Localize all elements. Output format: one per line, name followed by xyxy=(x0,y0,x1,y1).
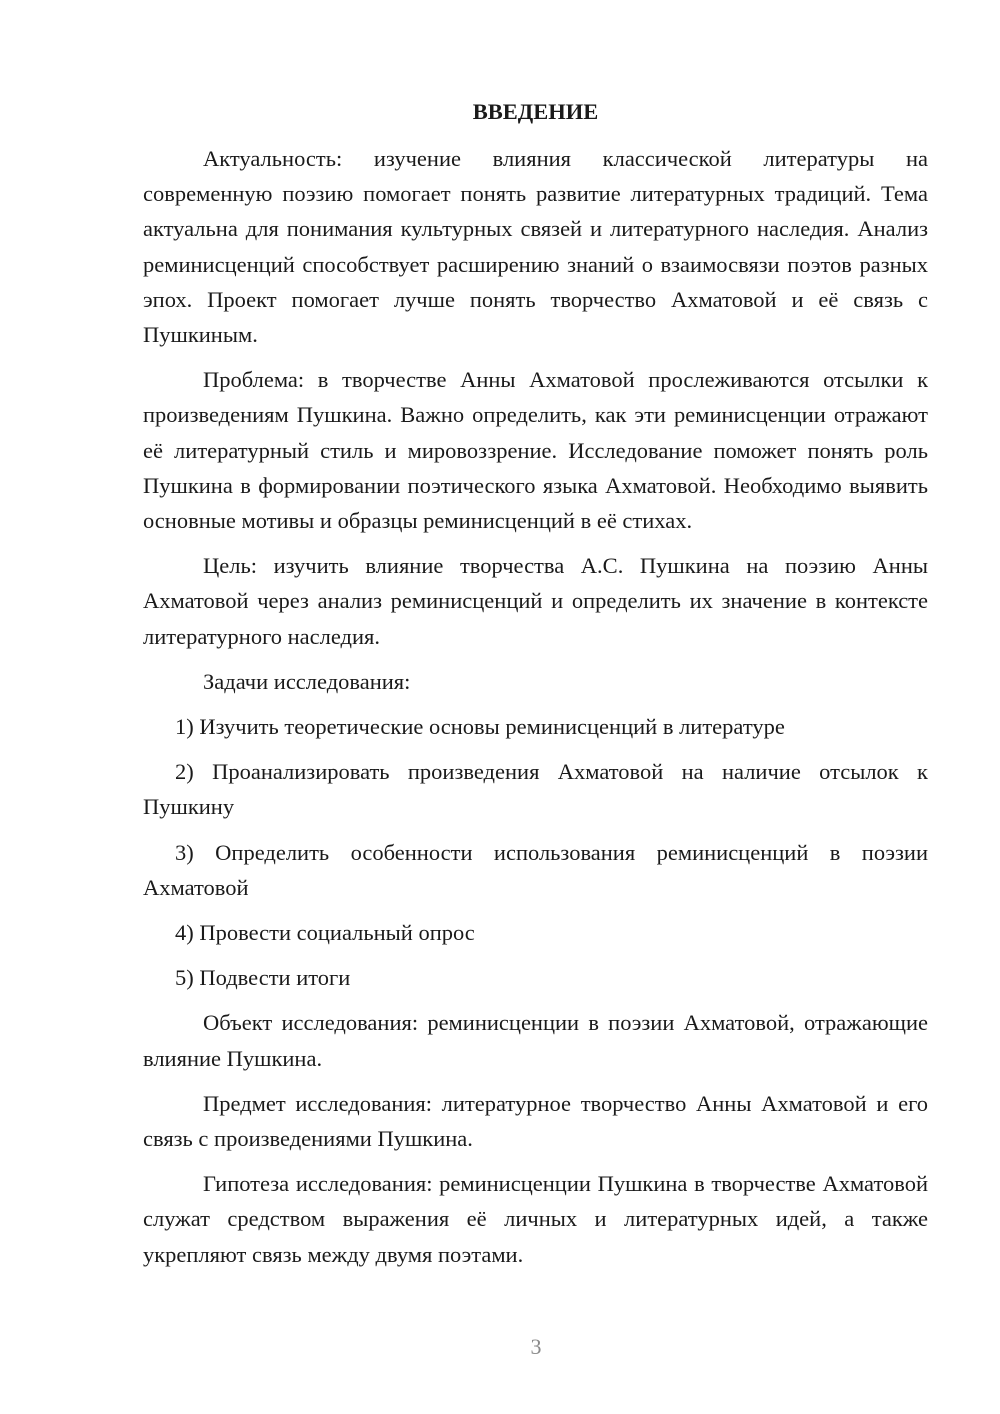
page-content xyxy=(143,94,928,1282)
task-item-2: 2) Проанализировать произведения Ахматовой на наличие отсылок к Пушкину xyxy=(143,759,928,820)
section-title: ВВЕДЕНИЕ xyxy=(472,99,599,124)
relevance-paragraph: Актуальность: изучение влияния классической литературы на современную поэзию помогает понять развитие литературных традиций. Тема актуальна для понимания культурных связей и литературного наследия. Анализ реминисценций способствует расширению знаний о взаимосвязи поэтов разных эпох. Проект помогает лучше понять творчество Ахматовой и её связь с Пушкиным. xyxy=(143,146,928,348)
tasks-heading: Задачи исследования: xyxy=(203,668,411,694)
problem-paragraph: Проблема: в творчестве Анны Ахматовой прослеживаются отсылки к произведениям Пушкина. Важно определить, как эти реминисценции отражают её литературный стиль и мировоззрение. Исследование поможет понять роль Пушкина в формировании поэтического языка Ахматовой. Необходимо выявить основные мотивы и образцы реминисценций в её стихах. xyxy=(143,367,928,534)
task-item-4: 4) Провести социальный опрос xyxy=(175,920,475,946)
task-item-3: 3) Определить особенности использования реминисценций в поэзии Ахматовой xyxy=(143,839,928,900)
task-item-1: 1) Изучить теоретические основы реминисценций в литературе xyxy=(175,714,785,740)
page-number: 3 xyxy=(530,1334,542,1359)
hypothesis-paragraph: Гипотеза исследования: реминисценции Пушкина в творчестве Ахматовой служат средством выражения её личных и литературных идей, а также укрепляют связь между двумя поэтами. xyxy=(143,1171,928,1267)
subject-paragraph: Предмет исследования: литературное творчество Анны Ахматовой и его связь с произведениями Пушкина. xyxy=(143,1090,928,1152)
task-item-5: 5) Подвести итоги xyxy=(175,965,351,991)
goal-paragraph: Цель: изучить влияние творчества А.С. Пушкина на поэзию Анны Ахматовой через анализ реминисценций и определить их значение в контексте литературного наследия. xyxy=(143,553,928,649)
object-paragraph: Объект исследования: реминисценции в поэзии Ахматовой, отражающие влияние Пушкина. xyxy=(143,1010,928,1071)
